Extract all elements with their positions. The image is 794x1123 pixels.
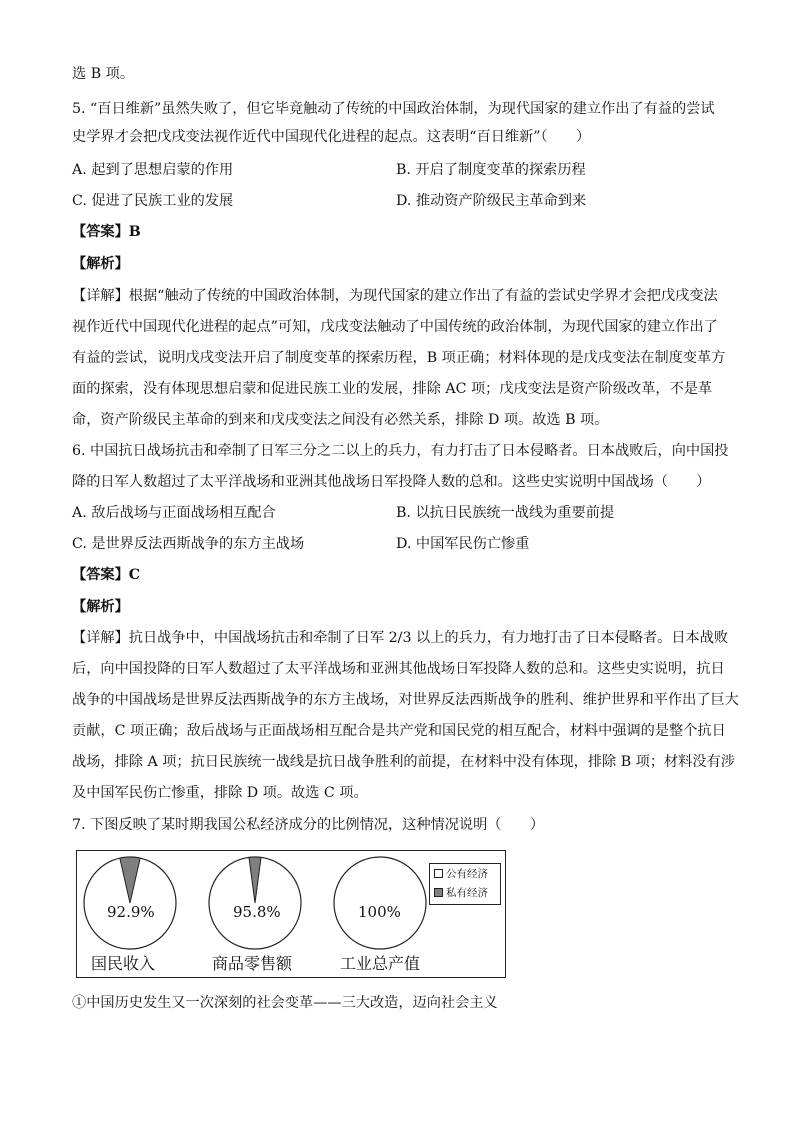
q6-analysis-label: 【解析】 <box>72 599 129 615</box>
q6-stem-line-2: 降的日军人数超过了太平洋战场和亚洲其他战场日军投降人数的总和。这些史实说明中国战场（ ） <box>72 474 711 490</box>
pie-caption-national-income: 国民收入 <box>91 954 156 973</box>
q6-stem-line-1: 6. 中国抗日战场抗击和牵制了日军三分之二以上的兵力，有力打击了日本侵略者。日本战败后，向中国投 <box>72 443 729 459</box>
q6-answer: 【答案】C <box>72 567 141 583</box>
q5-option-b: B. 开启了制度变革的探索历程 <box>396 162 586 178</box>
chart-legend <box>429 863 501 905</box>
q6-option-a: A. 敌后战场与正面战场相互配合 <box>72 505 276 521</box>
q5-option-a: A. 起到了思想启蒙的作用 <box>72 162 234 178</box>
previous-answer-tail: 选 B 项。 <box>72 66 135 82</box>
q5-stem-line-1: 5. “百日维新”虽然失败了，但它毕竟触动了传统的中国政治体制，为现代国家的建立作出了有益的尝试 <box>72 101 715 117</box>
pie-caption-industrial-output: 工业总产值 <box>340 954 421 973</box>
legend-swatch-public <box>434 869 443 878</box>
q5-detail-line-3: 有益的尝试，说明戊戌变法开启了制度变革的探索历程，B 项正确；材料体现的是戊戌变法在制度变革方 <box>72 350 726 366</box>
q5-detail-line-2: 视作近代中国现代化进程的起点”可知，戊戌变法触动了中国传统的政治体制，为现代国家的建立作出了 <box>72 319 718 335</box>
q6-detail-line-4: 贡献，C 项正确；敌后战场与正面战场相互配合是共产党和国民党的相互配合，材料中强调的是整个抗日 <box>72 723 726 739</box>
pie-label-industrial-output: 100% <box>358 903 401 921</box>
legend-swatch-private <box>434 888 443 897</box>
q5-answer: 【答案】B <box>72 224 141 240</box>
legend-label-private: 私有经济 <box>446 887 488 899</box>
pie-chart-figure <box>76 850 506 978</box>
q7-statement-1: ①中国历史发生又一次深刻的社会变革——三大改造，迈向社会主义 <box>72 995 498 1011</box>
q5-detail-line-5: 命，资产阶级民主革命的到来和戊戌变法之间没有必然关系，排除 D 项。故选 B 项。 <box>72 412 609 428</box>
q6-option-c: C. 是世界反法西斯战争的东方主战场 <box>72 536 305 552</box>
pie-label-national-income: 92.9% <box>107 903 155 921</box>
q5-detail-line-4: 面的探索，没有体现思想启蒙和促进民族工业的发展，排除 AC 项；戊戌变法是资产阶级改革，不是革 <box>72 381 713 397</box>
q6-detail-line-5: 战场，排除 A 项；抗日民族统一战线是抗日战争胜利的前提，在材料中没有体现，排除 B 项；材料没有涉 <box>72 754 735 770</box>
q5-stem-line-2: 史学界才会把戊戌变法视作近代中国现代化进程的起点。这表明“百日维新”（ ） <box>72 129 591 145</box>
q5-analysis-label: 【解析】 <box>72 256 129 272</box>
q5-option-c: C. 促进了民族工业的发展 <box>72 193 234 209</box>
legend-label-public: 公有经济 <box>446 868 488 880</box>
q5-option-d: D. 推动资产阶级民主革命到来 <box>396 193 587 209</box>
q6-detail-line-1: 【详解】抗日战争中，中国战场抗击和牵制了日军 2/3 以上的兵力，有力地打击了日本侵略者。日本战败 <box>72 630 729 646</box>
q6-option-b: B. 以抗日民族统一战线为重要前提 <box>396 505 615 521</box>
q5-detail-line-1: 【详解】根据“触动了传统的中国政治体制，为现代国家的建立作出了有益的尝试史学界才会把戊戌变法 <box>72 288 718 304</box>
q6-option-d: D. 中国军民伤亡惨重 <box>396 536 530 552</box>
pie-caption-retail-sales: 商品零售额 <box>212 954 293 973</box>
legend-item-private <box>434 886 488 900</box>
q6-detail-line-2: 后，向中国投降的日军人数超过了太平洋战场和亚洲其他战场日军投降人数的总和。这些史实说明，抗日 <box>72 661 725 677</box>
pie-label-retail-sales: 95.8% <box>233 903 281 921</box>
q7-stem: 7. 下图反映了某时期我国公私经济成分的比例情况，这种情况说明（ ） <box>72 817 545 833</box>
q6-detail-line-3: 战争的中国战场是世界反法西斯战争的东方主战场，对世界反法西斯战争的胜利、维护世界和平作出了巨大 <box>72 692 739 708</box>
q6-detail-line-6: 及中国军民伤亡惨重，排除 D 项。故选 C 项。 <box>72 785 368 801</box>
legend-item-public <box>434 867 488 881</box>
